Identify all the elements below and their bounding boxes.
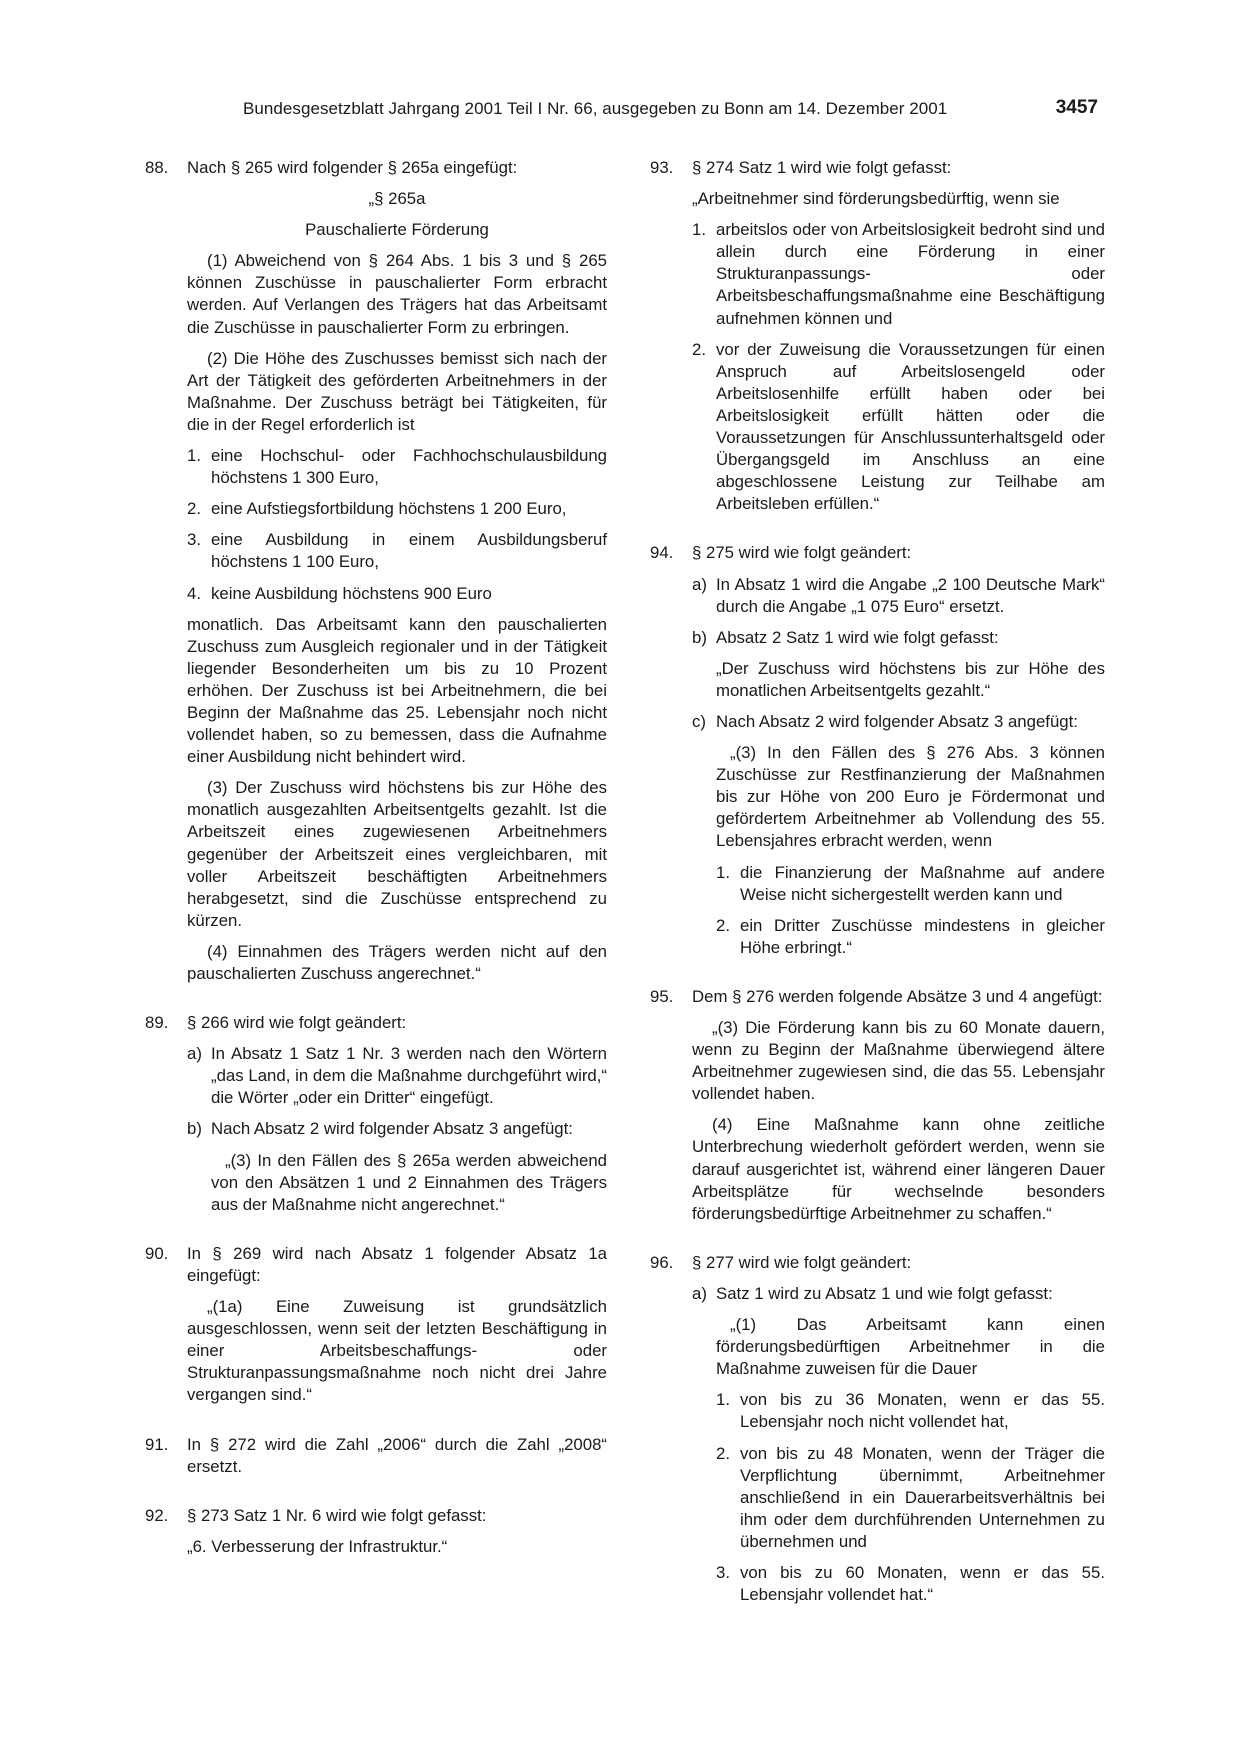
quoted-text: „(3) In den Fällen des § 265a werden abweichend von den Absätzen 1 und 2 Einnahmen des Trägers aus der Maßnahme nicht angerechnet.“ (211, 1150, 607, 1214)
item-intro: In § 269 wird nach Absatz 1 folgender Absatz 1a eingefügt: (187, 1243, 607, 1285)
item-number: 92. (145, 1505, 169, 1525)
list-item: 1. von bis zu 36 Monaten, wenn er das 55. Lebensjahr noch nicht vollendet hat, (716, 1390, 1105, 1432)
quoted-text: „Der Zuschuss wird höchstens bis zur Höhe des monatlichen Arbeitsentgelts gezahlt.“ (716, 658, 1105, 700)
item-intro: Dem § 276 werden folgende Absätze 3 und 4 angefügt: (692, 986, 1103, 1006)
item-number: 89. (145, 1013, 169, 1033)
sub-item-c: c) Nach Absatz 2 wird folgender Absatz 3 angefügt: (692, 711, 1078, 731)
paragraph-4: (4) Einnahmen des Trägers werden nicht auf den pauschalierten Zuschuss angerechnet.“ (187, 941, 607, 983)
item-89 (145, 1012, 607, 1216)
page-number: 3457 (1055, 97, 1098, 118)
list-item: 1. eine Hochschul- oder Fachhochschulausbildung höchstens 1 300 Euro, (187, 446, 607, 488)
sub-item-b: b) Absatz 2 Satz 1 wird wie folgt gefasst: (692, 627, 999, 647)
item-95 (650, 986, 1105, 1225)
item-text: In § 272 wird die Zahl „2006“ durch die Zahl „2008“ ersetzt. (187, 1434, 607, 1476)
quoted-text: „(1) Das Arbeitsamt kann einen förderungsbedürftigen Arbeitnehmer in die Maßnahme zuweisen für die Dauer 1. von bis zu 36 Monaten, wenn er das 55. Lebensjahr noch nicht vollendet hat, 2. von bis zu 48 Monaten, wenn der Träger die Verpflichtung übernimmt, Arbeitnehmer anschließend in ein Dauerarbeitsverhältnis bei ihm oder dem durchführenden Unternehmen zu übernehmen und 3. von bis zu 60 Monaten, wenn er das 55. Lebensjahr vollendet hat.“ (692, 1314, 1105, 1606)
item-96 (650, 1252, 1105, 1606)
item-number: 95. (650, 986, 674, 1006)
item-92 (145, 1505, 607, 1558)
item-intro: § 277 wird wie folgt geändert: (692, 1252, 912, 1272)
item-91 (145, 1434, 607, 1478)
paragraph-3: „(3) Die Förderung kann bis zu 60 Monate dauern, wenn zu Beginn der Maßnahme überwiegend ältere Arbeitnehmer zugewiesen sind, die das 55. Lebensjahr vollendet haben. (692, 1018, 1105, 1104)
quoted-text: „(1a) Eine Zuweisung ist grundsätzlich ausgeschlossen, wenn seit der letzten Beschäftigung in einer Arbeitsbeschaffungs- oder Strukturanpassungsmaßnahme noch nicht drei Jahre vergangen sind.“ (187, 1297, 607, 1405)
list-item: 2. eine Aufstiegsfortbildung höchstens 1 200 Euro, (187, 499, 567, 519)
item-intro: § 273 Satz 1 Nr. 6 wird wie folgt gefasst: (187, 1505, 487, 1525)
running-header (243, 97, 1098, 127)
sub-item-a: a) Satz 1 wird zu Absatz 1 und wie folgt gefasst: (692, 1283, 1053, 1303)
item-number: 90. (145, 1243, 169, 1263)
list-item: 1. die Finanzierung der Maßnahme auf andere Weise nicht sichergestellt werden kann und (716, 862, 1105, 904)
paragraph-2: (2) Die Höhe des Zuschusses bemisst sich nach der Art der Tätigkeit des geförderten Arbeitnehmers in der Maßnahme. Der Zuschuss beträgt bei Tätigkeiten, für die in der Regel erforderlich ist (187, 348, 607, 434)
list-item: 3. von bis zu 60 Monaten, wenn er das 55. Lebensjahr vollendet hat.“ (716, 1562, 1105, 1605)
item-number: 88. (145, 158, 169, 177)
paragraph-2-continuation: monatlich. Das Arbeitsamt kann den pauschalierten Zuschuss zum Ausgleich regionaler und in der Tätigkeit liegender Besonderheiten um bis zu 10 Prozent erhöhen. Der Zuschuss ist bei Arbeitnehmern, die bei Beginn der Maßnahme das 25. Lebensjahr noch nicht vollendet haben, so zu bemessen, dass die Aufnahme einer Ausbildung nicht behindert wird. (187, 614, 607, 767)
item-number: 96. (650, 1252, 674, 1272)
section-subheading: Pauschalierte Förderung (305, 220, 489, 240)
quoted-text: „(3) In den Fällen des § 276 Abs. 3 können Zuschüsse zur Restfinanzierung der Maßnahmen bis zur Höhe von 200 Euro je Fördermonat und gefördertem Arbeitnehmer ab Vollendung des 55. Lebensjahres erbracht werden, wenn 1. die Finanzierung der Maßnahme auf andere Weise nicht sichergestellt werden kann und 2. ein Dritter Zuschüsse mindestens in gleicher Höhe erbringt.“ (692, 742, 1105, 959)
sub-item-a: a) In Absatz 1 wird die Angabe „2 100 Deutsche Mark“ durch die Angabe „1 075 Euro“ ersetzt. (692, 574, 1105, 616)
list-item: 2. ein Dritter Zuschüsse mindestens in gleicher Höhe erbringt.“ (716, 915, 1105, 957)
item-intro: Nach § 265 wird folgender § 265a eingefügt: (187, 158, 518, 177)
list-item: 1. arbeitslos oder von Arbeitslosigkeit bedroht sind und allein durch eine Förderung in einer Strukturanpassungs- oder Arbeitsbeschaffungsmaßnahme eine Beschäftigung aufnehmen können und (692, 220, 1105, 328)
item-94 (650, 542, 1105, 959)
sub-item-b: b) Nach Absatz 2 wird folgender Absatz 3 angefügt: (187, 1119, 573, 1139)
section-heading: „§ 265a (368, 189, 426, 209)
quoted-text: „6. Verbesserung der Infrastruktur.“ (187, 1536, 448, 1556)
item-number: 93. (650, 158, 674, 177)
item-intro: § 275 wird wie folgt geändert: (692, 543, 912, 563)
item-90 (145, 1243, 607, 1407)
item-number: 91. (145, 1434, 169, 1454)
header-title: Bundesgesetzblatt Jahrgang 2001 Teil I Nr. 66, ausgegeben zu Bonn am 14. Dezember 2001 (243, 99, 948, 118)
item-intro: § 266 wird wie folgt geändert: (187, 1013, 407, 1033)
right-column (650, 157, 1105, 1615)
paragraph-1: (1) Abweichend von § 264 Abs. 1 bis 3 und § 265 können Zuschüsse in pauschalierter Form erbracht werden. Auf Verlangen des Trägers hat das Arbeitsamt die Zuschüsse in pauschalierter Form zu erbringen. (187, 251, 607, 337)
paragraph-3: (3) Der Zuschuss wird höchstens bis zur Höhe des monatlich ausgezahlten Arbeitsentgelts gezahlt. Ist die Arbeitszeit eines zugewiesenen Arbeitnehmers gegenüber der Arbeitszeit eines vergleichbaren, mit voller Arbeitszeit beschäftigten Arbeitnehmers herabgesetzt, sind die Zuschüsse entsprechend zu kürzen. (187, 778, 607, 930)
list-item: 3. eine Ausbildung in einem Ausbildungsberuf höchstens 1 100 Euro, (187, 530, 607, 572)
item-88 (145, 157, 607, 985)
list-item: 2. vor der Zuweisung die Voraussetzungen für einen Anspruch auf Arbeitslosengeld oder Arbeitslosenhilfe erfüllt haben oder bei Arbeitslosigkeit erfüllt hätten oder die Voraussetzungen für Anschlussunterhaltsgeld oder Übergangsgeld im Anschluss an eine abgeschlossene Leistung zur Teilhabe am Arbeitsleben erfüllen.“ (692, 339, 1105, 514)
list-item: 4. keine Ausbildung höchstens 900 Euro (187, 583, 492, 603)
item-93 (650, 157, 1105, 515)
item-number: 94. (650, 543, 674, 563)
sub-item-a: a) In Absatz 1 Satz 1 Nr. 3 werden nach den Wörtern „das Land, in dem die Maßnahme durchgeführt wird,“ die Wörter „oder ein Dritter“ eingefügt. (187, 1044, 607, 1108)
paragraph-4: (4) Eine Maßnahme kann ohne zeitliche Unterbrechung wiederholt gefördert werden, wenn sie darauf ausgerichtet ist, während einer längeren Dauer Arbeitsplätze für wechselnde besonders förderungsbedürftige Arbeitnehmer zu schaffen.“ (692, 1115, 1105, 1223)
quoted-text: „Arbeitnehmer sind förderungsbedürftig, wenn sie (692, 189, 1060, 209)
left-column (145, 157, 607, 1567)
item-intro: § 274 Satz 1 wird wie folgt gefasst: (692, 158, 952, 177)
list-item: 2. von bis zu 48 Monaten, wenn der Träger die Verpflichtung übernimmt, Arbeitnehmer anschließend in ein Dauerarbeitsverhältnis bei ihm oder dem durchführenden Unternehmen zu übernehmen und (716, 1443, 1105, 1551)
